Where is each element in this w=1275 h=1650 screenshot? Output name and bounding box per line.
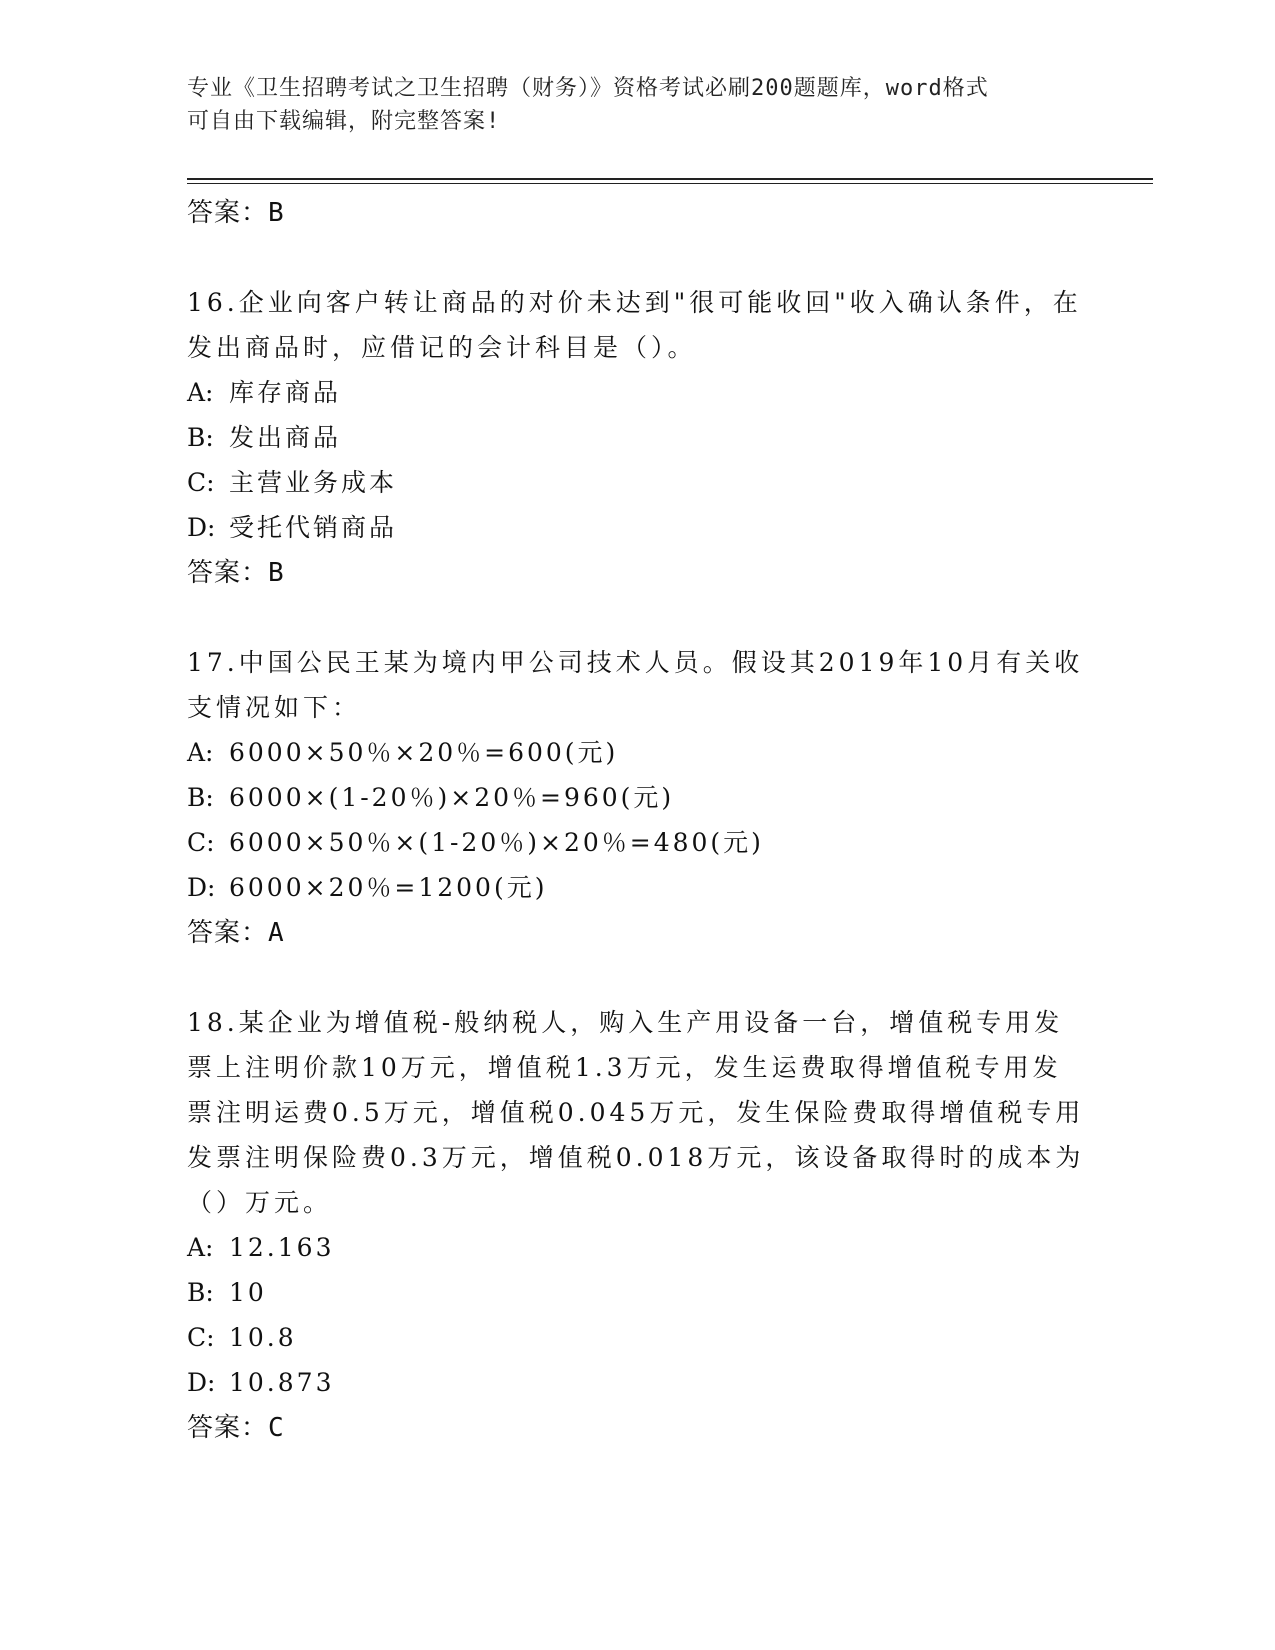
option-text: 发出商品 (229, 423, 342, 452)
option-letter: B: (187, 783, 214, 812)
option-text: 库存商品 (229, 378, 342, 407)
question-16 (187, 280, 1087, 596)
option-letter: A: (187, 1233, 214, 1262)
option-c (187, 1315, 1087, 1360)
answer-line: 答案：B (187, 198, 285, 228)
header-line-1: 专业《卫生招聘考试之卫生招聘（财务）》资格考试必刷200题题库，word格式 (187, 76, 989, 101)
header-line-2: 可自由下载编辑，附完整答案! (187, 109, 501, 134)
option-letter: D: (187, 513, 216, 542)
answer-line: 答案：A (187, 918, 285, 948)
option-d (187, 865, 1087, 910)
question-17 (187, 640, 1087, 956)
document-body (187, 190, 1087, 1451)
question-stem: 17.中国公民王某为境内甲公司技术人员。假设其2019年10月有关收支情况如下： (187, 648, 1084, 722)
option-d (187, 1360, 1087, 1405)
option-b (187, 1270, 1087, 1315)
option-text: 10.8 (229, 1323, 297, 1352)
option-a (187, 730, 1087, 775)
option-text: 10 (229, 1278, 267, 1307)
option-letter: C: (187, 1323, 215, 1352)
option-text: 6000×(1-20％)×20％=960(元) (229, 783, 675, 812)
option-letter: A: (187, 378, 214, 407)
header-divider-thick (187, 178, 1153, 180)
option-letter: B: (187, 423, 214, 452)
header-divider-thin (187, 183, 1153, 184)
option-d (187, 505, 1087, 550)
option-c (187, 460, 1087, 505)
option-letter: C: (187, 468, 215, 497)
option-letter: B: (187, 1278, 214, 1307)
option-letter: D: (187, 873, 216, 902)
option-b (187, 775, 1087, 820)
answer-line: 答案：C (187, 1413, 285, 1443)
question-stem: 18.某企业为增值税-般纳税人，购入生产用设备一台，增值税专用发票上注明价款10万元，增值税1.3万元，发生运费取得增值税专用发票注明运费0.5万元，增值税0.045万元，发生保险费取得增值税专用发票注明保险费0.3万元，增值税0.018万元，该设备取得时的成本为（）万元。 (187, 1008, 1085, 1217)
option-text: 6000×20％=1200(元) (229, 873, 548, 902)
question-stem: 16.企业向客户转让商品的对价未达到"很可能收回"收入确认条件，在发出商品时，应借记的会计科目是（）。 (187, 288, 1082, 362)
answer-line: 答案：B (187, 558, 285, 588)
option-text: 主营业务成本 (229, 468, 398, 497)
document-header (187, 72, 1067, 138)
option-a (187, 1225, 1087, 1270)
option-a (187, 370, 1087, 415)
option-b (187, 415, 1087, 460)
question-18 (187, 1000, 1087, 1451)
option-letter: C: (187, 828, 215, 857)
option-text: 12.163 (229, 1233, 335, 1262)
option-text: 6000×50％×20％=600(元) (229, 738, 619, 767)
option-text: 受托代销商品 (229, 513, 398, 542)
option-c (187, 820, 1087, 865)
option-letter: D: (187, 1368, 216, 1397)
option-text: 6000×50％×(1-20％)×20％=480(元) (229, 828, 764, 857)
option-letter: A: (187, 738, 214, 767)
option-text: 10.873 (229, 1368, 335, 1397)
